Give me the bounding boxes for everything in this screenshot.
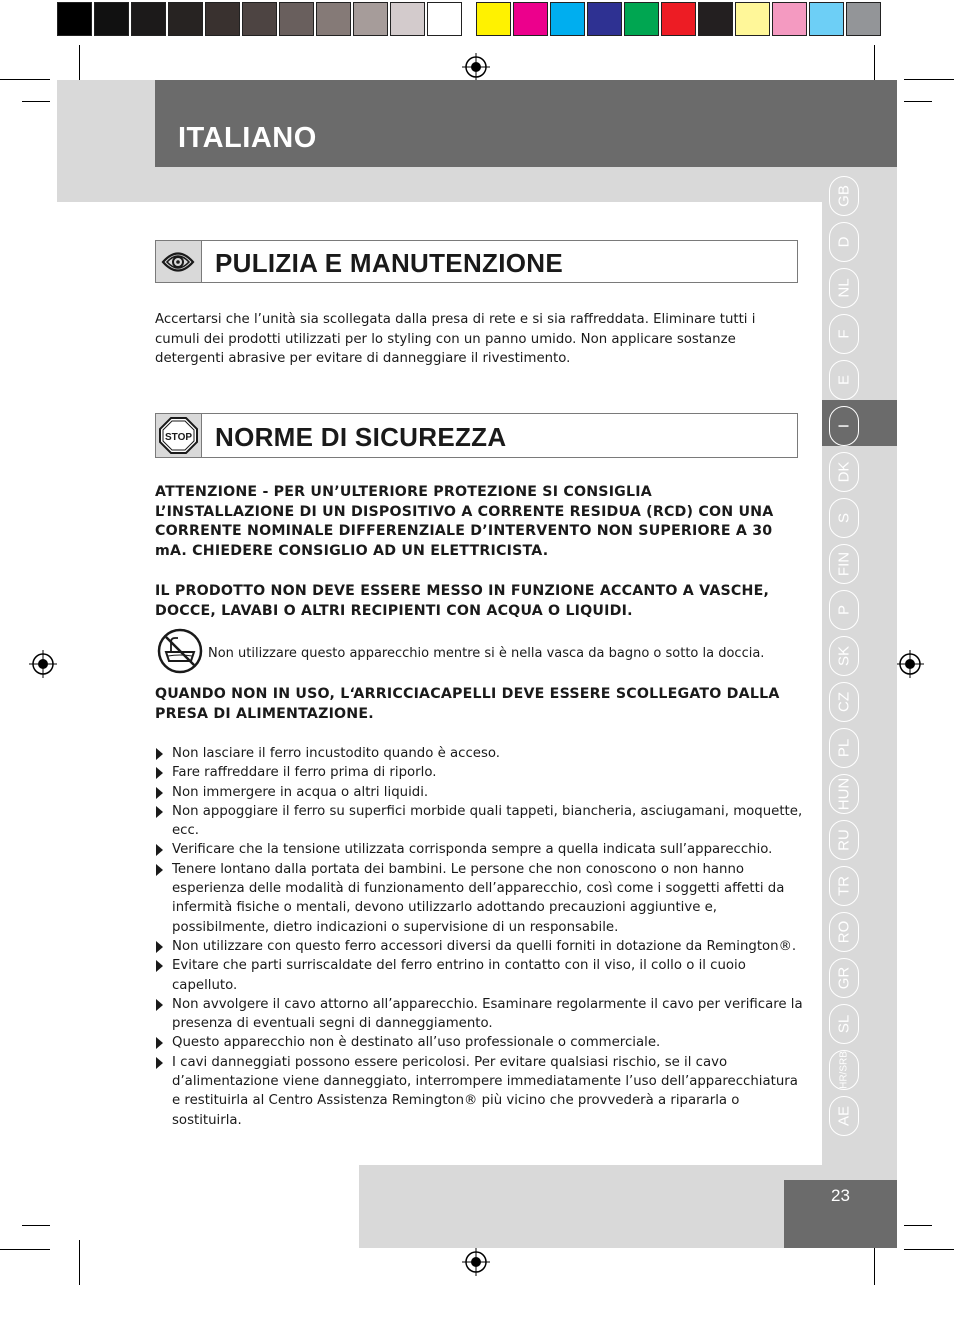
color-swatch <box>316 2 351 36</box>
bullet-triangle-icon <box>156 999 163 1011</box>
safety-list-text: Tenere lontano dalla portata dei bambini. Le persone che non conoscono o non hanno esperienza delle modalità di funzionamento dell’apparecchio, così come i soggetti affetti da infermità fisiche o mentali, devono utilizzarlo adottando precauzioni aggiuntive e, possibilmente, dietro indicazioni o supervisione di un responsabile. <box>172 861 785 935</box>
color-swatch <box>131 2 166 36</box>
cleaning-text: Accertarsi che l’unità sia scollegata dalla presa di rete e si sia raffreddata. Eliminare tutti i cumuli dei prodotti utilizzati per lo styling con un panno umido. Non applicare sostanze detergenti abrasive per evitare di danneggiare il rivestimento. <box>155 312 756 366</box>
language-tab-label: SK <box>835 645 853 667</box>
crop-mark <box>22 101 50 102</box>
language-tab-ae[interactable] <box>829 1094 863 1140</box>
safety-list-item <box>155 802 803 841</box>
header-background <box>155 167 897 202</box>
header-background <box>57 80 155 202</box>
language-tab-label: RO <box>835 920 853 944</box>
crop-mark <box>904 1249 954 1250</box>
crop-mark <box>0 1249 50 1250</box>
language-tab-label: FIN <box>835 551 853 577</box>
language-tab-label: S <box>835 512 853 524</box>
color-swatch <box>476 2 511 36</box>
icon-box <box>156 414 202 457</box>
crop-mark <box>22 1225 50 1226</box>
language-tab-label: NL <box>835 278 853 298</box>
language-tab-label: GB <box>835 185 853 207</box>
safety-list-item <box>155 763 803 782</box>
safety-list <box>155 744 803 1130</box>
language-tab-p[interactable] <box>829 588 863 634</box>
color-swatch <box>513 2 548 36</box>
registration-mark-icon <box>462 53 490 81</box>
bullet-triangle-icon <box>156 767 163 779</box>
safety-list-text: Fare raffreddare il ferro prima di riporlo. <box>172 765 437 781</box>
warning-water: IL PRODOTTO NON DEVE ESSERE MESSO IN FUNZIONE ACCANTO A VASCHE, DOCCE, LAVABI O ALTRI RECIPIENTI CON ACQUA O LIQUIDI. <box>155 583 770 619</box>
language-tab-label: HR/SRB <box>838 1051 850 1089</box>
color-bar-gap <box>464 2 476 38</box>
warning-unplug: QUANDO NON IN USO, L‘ARRICCIACAPELLI DEVE ESSERE SCOLLEGATO DALLA PRESA DI ALIMENTAZIONE. <box>155 686 780 722</box>
color-swatch <box>353 2 388 36</box>
safety-list-text: Questo apparecchio non è destinato all’uso professionale o commerciale. <box>172 1035 661 1051</box>
bullet-triangle-icon <box>156 844 163 856</box>
icon-box <box>156 241 202 282</box>
language-tab-label: TR <box>835 876 853 896</box>
language-tab-nl[interactable] <box>829 266 863 312</box>
eye-icon <box>156 241 201 282</box>
color-swatch <box>242 2 277 36</box>
color-swatch <box>57 2 92 36</box>
color-swatch <box>587 2 622 36</box>
color-swatch <box>550 2 585 36</box>
safety-list-text: Evitare che parti surriscaldate del ferro entrino in contatto con il viso, il collo o il cuoio capelluto. <box>172 958 746 993</box>
registration-mark-icon <box>896 650 924 678</box>
registration-mark-icon <box>462 1248 490 1276</box>
stop-icon-label: STOP <box>164 432 193 443</box>
safety-list-item <box>155 860 803 937</box>
bullet-triangle-icon <box>156 748 163 760</box>
safety-list-text: I cavi danneggiati possono essere pericolosi. Per evitare qualsiasi rischio, se il cavo d’alimentazione viene danneggiato, interrompere immediatamente l’uso dell’apparecchiatura e restituirla al Centro Assistenza Remington® più vicino che provvederà a ripararla o sostituirla. <box>172 1054 798 1128</box>
language-tab-fin[interactable] <box>829 542 863 588</box>
language-tab-label: AE <box>835 1105 853 1127</box>
stop-icon <box>156 414 201 457</box>
color-calibration-bar <box>57 2 883 38</box>
color-swatch <box>94 2 129 36</box>
bullet-triangle-icon <box>156 941 163 953</box>
color-swatch <box>427 2 462 36</box>
language-tab-f[interactable] <box>829 312 863 358</box>
language-tab-e[interactable] <box>829 358 863 404</box>
warning-rcd: ATTENZIONE - PER UN’ULTERIORE PROTEZIONE SI CONSIGLIA L’INSTALLAZIONE DI UN DISPOSITIVO A CORRENTE RESIDUA (RCD) CON UNA CORRENTE NOMINALE DIFFERENZIALE D’INTERVENTO NON SUPERIORE A 30 mA. CHIEDERE CONSIGLIO AD UN ELETTRICISTA. <box>155 484 774 559</box>
language-tab-label: RU <box>835 829 853 851</box>
crop-mark <box>79 45 80 85</box>
language-tab-label: E <box>835 374 853 386</box>
language-tab-s[interactable] <box>829 496 863 542</box>
language-tab-label: PL <box>835 738 853 758</box>
section-title: NORME DI SICUREZZA <box>215 422 507 452</box>
language-tab-i[interactable] <box>829 404 863 450</box>
crop-mark <box>79 1240 80 1285</box>
bath-note: Non utilizzare questo apparecchio mentre si è nella vasca da bagno o sotto la doccia. <box>208 646 765 661</box>
safety-list-text: Non avvolgere il cavo attorno all’apparecchio. Esaminare regolarmente il cavo per verificare la presenza di eventuali segni di danneggiamento. <box>172 996 803 1032</box>
safety-list-item <box>155 1033 803 1052</box>
color-swatch <box>809 2 844 36</box>
bullet-triangle-icon <box>156 806 163 818</box>
language-tab-label: HUN <box>835 777 853 811</box>
section-header-cleaning <box>155 240 798 283</box>
language-tab-gr[interactable] <box>829 956 863 1002</box>
language-tab-label: DK <box>835 461 853 483</box>
no-bath-icon <box>156 628 204 674</box>
safety-list-text: Non lasciare il ferro incustodito quando è acceso. <box>172 746 500 761</box>
language-tab-ru[interactable] <box>829 818 863 864</box>
safety-list-text: Non utilizzare con questo ferro accessori diversi da quelli forniti in dotazione da Remington®. <box>172 938 797 954</box>
language-tab-gb[interactable] <box>829 174 863 220</box>
language-tab-label: SL <box>835 1014 853 1034</box>
crop-mark <box>0 79 50 80</box>
language-tab-tr[interactable] <box>829 864 863 910</box>
language-tab-cz[interactable] <box>829 680 863 726</box>
section-title: PULIZIA E MANUTENZIONE <box>215 248 563 278</box>
bullet-triangle-icon <box>156 960 163 972</box>
bullet-triangle-icon <box>156 864 163 876</box>
color-swatch <box>735 2 770 36</box>
section-header-safety <box>155 413 798 458</box>
language-tab-label: GR <box>835 966 853 990</box>
color-swatch <box>279 2 314 36</box>
safety-list-item <box>155 840 803 859</box>
crop-mark <box>904 101 932 102</box>
safety-list-item <box>155 956 803 995</box>
safety-list-item <box>155 1053 803 1130</box>
color-swatch <box>661 2 696 36</box>
color-swatch <box>624 2 659 36</box>
language-tab-label: P <box>835 604 853 616</box>
safety-list-text: Non appoggiare il ferro su superfici morbide quali tappeti, biancheria, asciugamani, moquette, ecc. <box>172 803 803 839</box>
color-swatch <box>205 2 240 36</box>
color-swatch <box>168 2 203 36</box>
language-tab-d[interactable] <box>829 220 863 266</box>
language-tab-ro[interactable] <box>829 910 863 956</box>
safety-list-item <box>155 937 803 956</box>
color-swatch <box>846 2 881 36</box>
color-swatch <box>390 2 425 36</box>
language-tab-label: F <box>835 329 853 339</box>
bullet-triangle-icon <box>156 1037 163 1049</box>
language-tab-dk[interactable] <box>829 450 863 496</box>
language-tab-hr-srb[interactable] <box>829 1048 863 1094</box>
color-swatch <box>698 2 733 36</box>
safety-list-item <box>155 744 803 763</box>
crop-mark <box>904 1225 932 1226</box>
safety-list-item <box>155 783 803 802</box>
language-tab-sk[interactable] <box>829 634 863 680</box>
registration-mark-icon <box>29 650 57 678</box>
page-number: 23 <box>831 1186 850 1205</box>
page-title: ITALIANO <box>178 122 317 154</box>
safety-list-text: Non immergere in acqua o altri liquidi. <box>172 784 429 800</box>
language-tab-label: D <box>835 236 853 248</box>
bullet-triangle-icon <box>156 1057 163 1069</box>
language-tab-pl[interactable] <box>829 726 863 772</box>
bullet-triangle-icon <box>156 787 163 799</box>
crop-mark <box>874 45 875 85</box>
language-tab-label: I <box>835 423 853 429</box>
safety-list-item <box>155 995 803 1034</box>
crop-mark <box>904 79 954 80</box>
language-tab-sl[interactable] <box>829 1002 863 1048</box>
safety-list-text: Verificare che la tensione utilizzata corrisponda sempre a quella indicata sull’apparecchio. <box>172 842 773 858</box>
language-tab-label: CZ <box>835 692 853 712</box>
color-swatch <box>772 2 807 36</box>
language-tab-hun[interactable] <box>829 772 863 818</box>
